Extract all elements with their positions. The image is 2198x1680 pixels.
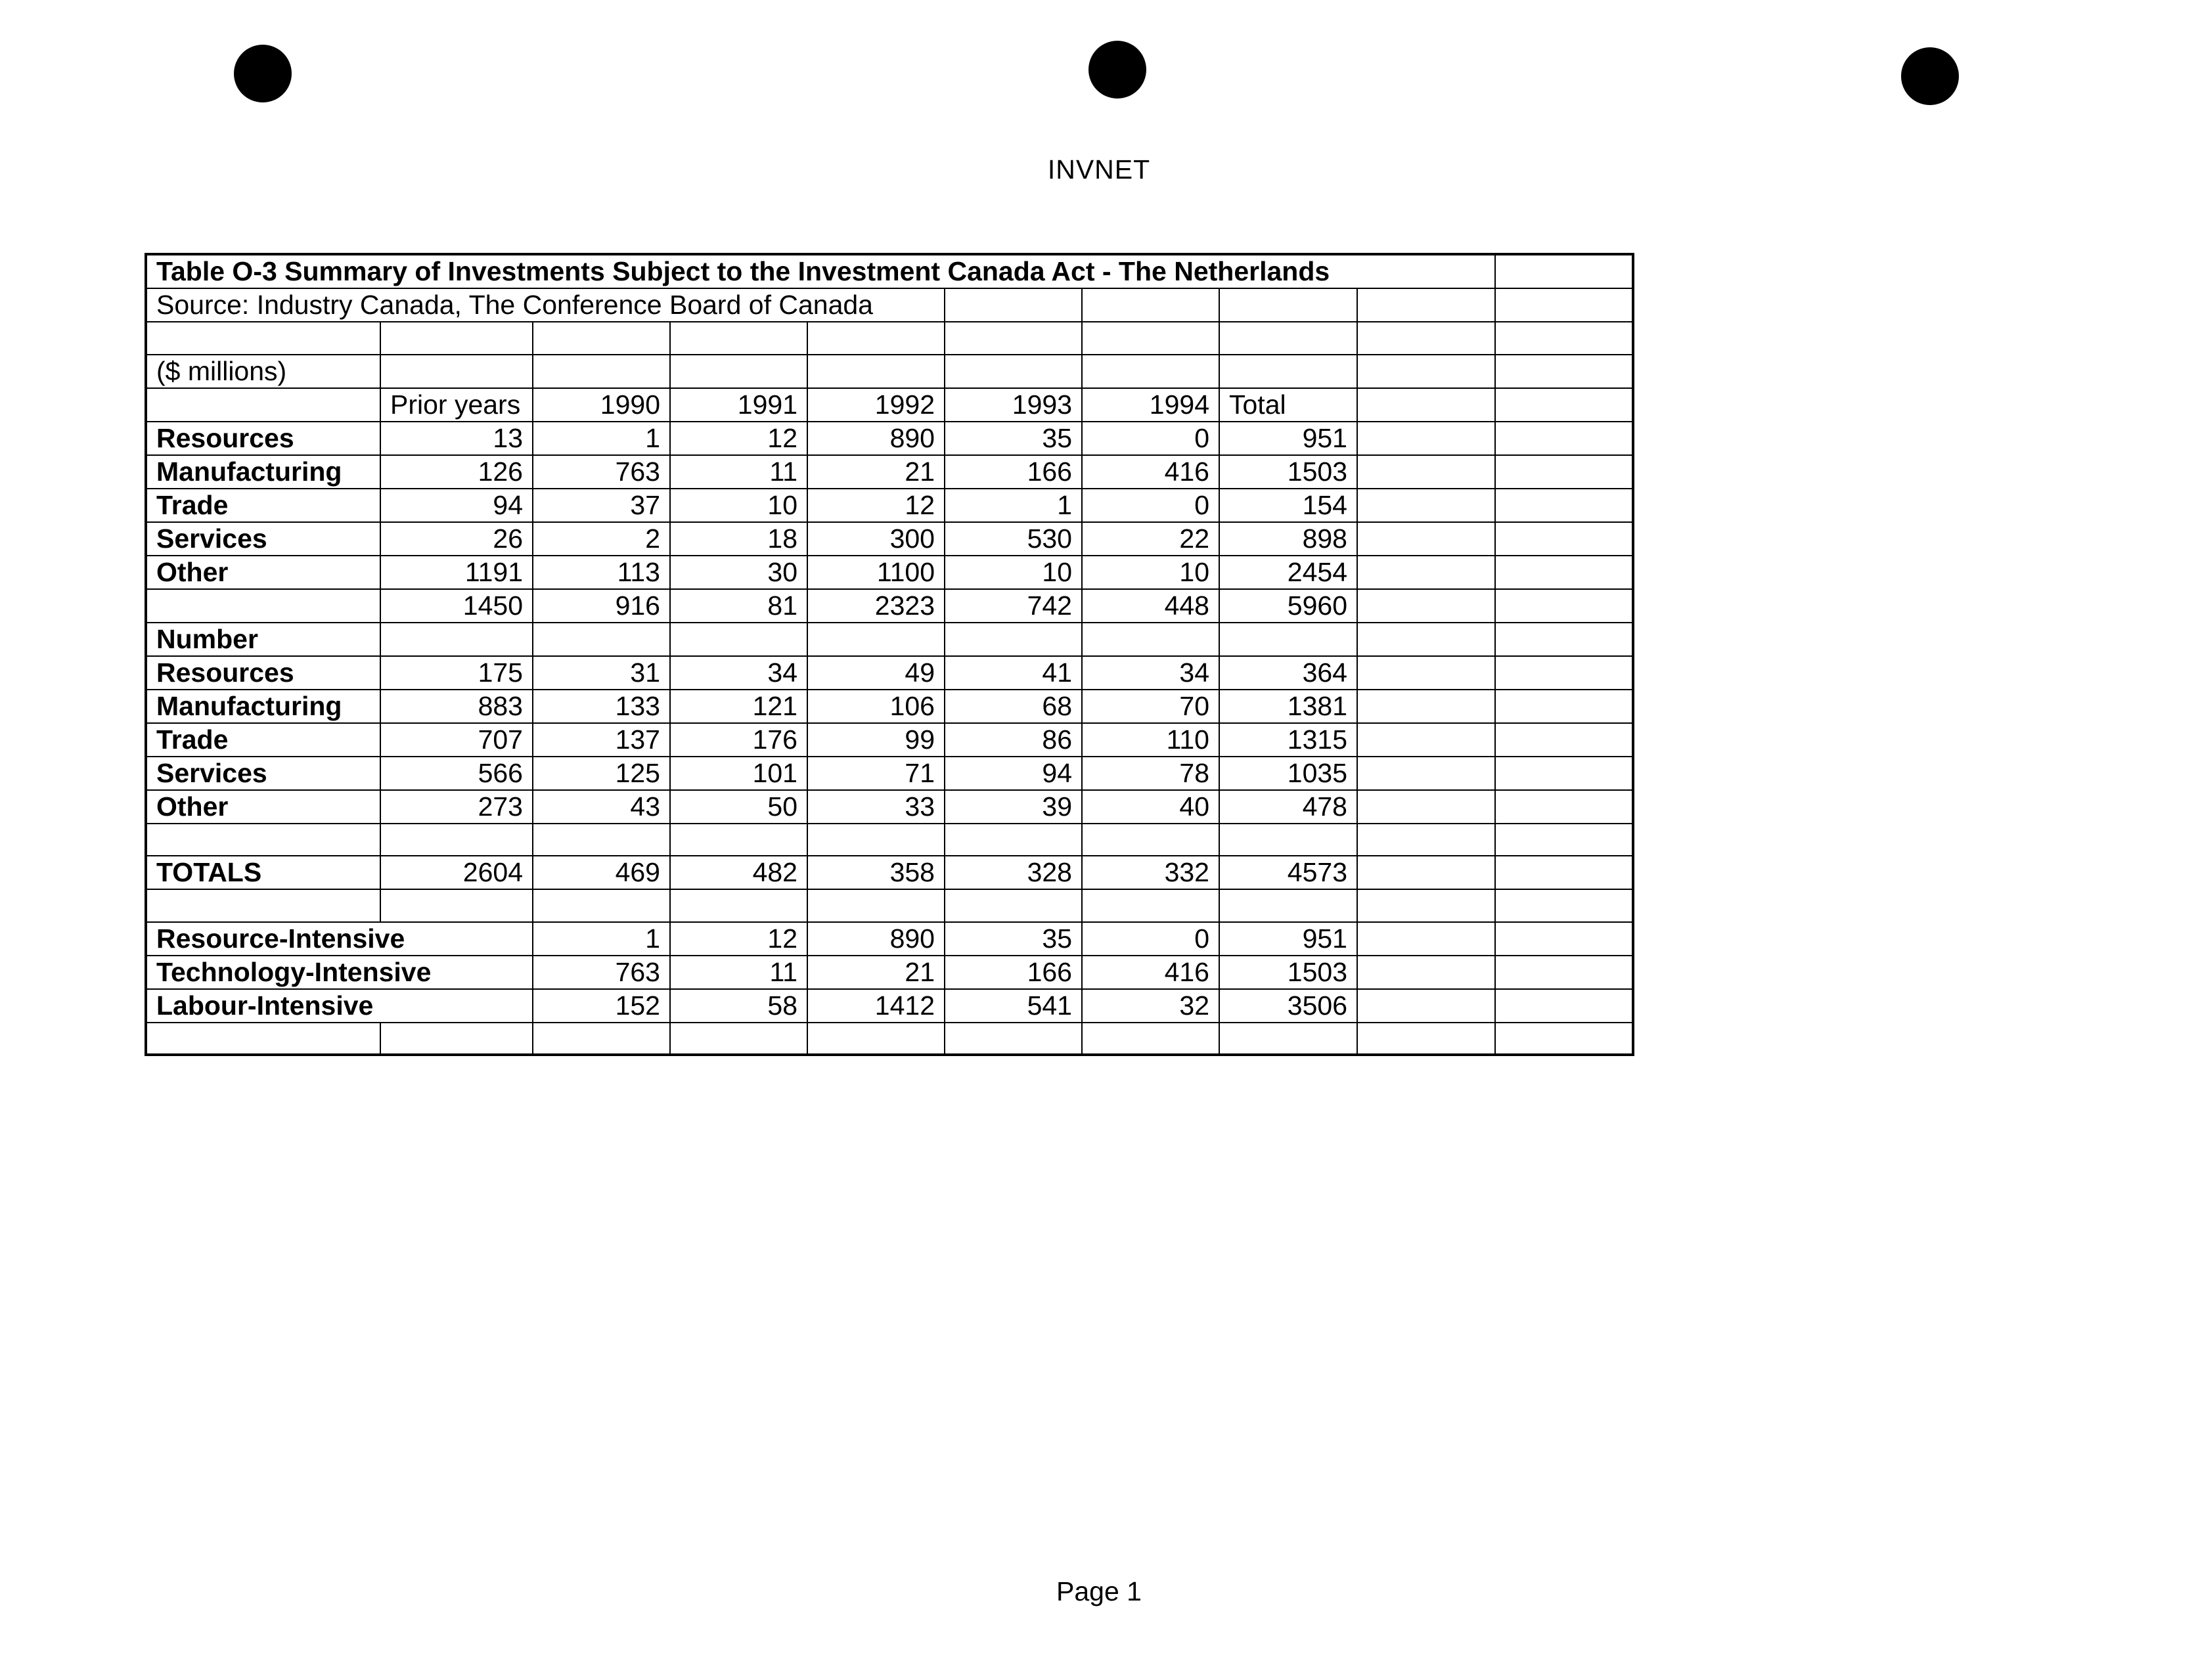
empty-cell [670, 824, 807, 856]
empty-cell [1495, 723, 1633, 757]
value-row [146, 522, 1633, 556]
value-row [146, 556, 1633, 589]
totals-cell: 328 [945, 856, 1082, 889]
number-cell: 133 [533, 690, 670, 723]
empty-cell [1495, 254, 1633, 288]
empty-cell [945, 824, 1082, 856]
row-label: Trade [146, 489, 380, 522]
column-header-row [146, 388, 1633, 422]
empty-cell [807, 623, 945, 656]
intensity-cell: 1412 [807, 989, 945, 1023]
number-row [146, 757, 1633, 790]
number-cell: 99 [807, 723, 945, 757]
value-cell: 898 [1219, 522, 1357, 556]
intensity-row [146, 989, 1633, 1023]
value-cell: 35 [945, 422, 1082, 455]
empty-cell [533, 889, 670, 922]
empty-cell [1357, 989, 1495, 1023]
empty-cell [380, 1023, 533, 1055]
value-total-cell: 448 [1082, 589, 1219, 623]
empty-cell [1495, 623, 1633, 656]
row-label: Services [146, 757, 380, 790]
empty-cell [670, 322, 807, 355]
empty-cell [380, 623, 533, 656]
totals-row [146, 856, 1633, 889]
empty-cell [1357, 623, 1495, 656]
punch-hole [234, 45, 292, 102]
value-cell: 10 [670, 489, 807, 522]
empty-cell [945, 623, 1082, 656]
number-row [146, 723, 1633, 757]
value-total-cell: 1450 [380, 589, 533, 623]
empty-cell [1357, 889, 1495, 922]
empty-cell [1357, 489, 1495, 522]
value-cell: 10 [1082, 556, 1219, 589]
empty-cell [1495, 922, 1633, 956]
intensity-cell: 11 [670, 956, 807, 989]
number-cell: 137 [533, 723, 670, 757]
intensity-cell: 21 [807, 956, 945, 989]
value-total-cell: 916 [533, 589, 670, 623]
units-label: ($ millions) [146, 355, 380, 388]
intensity-cell: 35 [945, 922, 1082, 956]
totals-label: TOTALS [146, 856, 380, 889]
value-cell: 951 [1219, 422, 1357, 455]
empty-cell [1357, 856, 1495, 889]
empty-cell [1495, 889, 1633, 922]
number-cell: 70 [1082, 690, 1219, 723]
number-cell: 110 [1082, 723, 1219, 757]
empty-cell [1082, 355, 1219, 388]
value-cell: 1 [945, 489, 1082, 522]
empty-cell [380, 889, 533, 922]
empty-cell [1219, 288, 1357, 322]
empty-cell [670, 623, 807, 656]
number-cell: 94 [945, 757, 1082, 790]
empty-cell [1495, 288, 1633, 322]
value-cell: 2454 [1219, 556, 1357, 589]
empty-cell [533, 623, 670, 656]
value-cell: 1 [533, 422, 670, 455]
empty-cell [1219, 623, 1357, 656]
number-cell: 175 [380, 656, 533, 690]
intensity-row [146, 922, 1633, 956]
empty-cell [1357, 522, 1495, 556]
value-cell: 530 [945, 522, 1082, 556]
empty-cell [1495, 757, 1633, 790]
value-cell: 10 [945, 556, 1082, 589]
page-number: Page 1 [1056, 1576, 1142, 1606]
empty-cell [945, 288, 1082, 322]
value-cell: 18 [670, 522, 807, 556]
investment-table [145, 253, 1634, 1056]
empty-cell [1357, 589, 1495, 623]
value-cell: 11 [670, 455, 807, 489]
empty-cell [1495, 790, 1633, 824]
empty-cell [1495, 989, 1633, 1023]
empty-cell [1495, 322, 1633, 355]
value-cell: 154 [1219, 489, 1357, 522]
number-row [146, 656, 1633, 690]
empty-cell [533, 824, 670, 856]
row-label: Resources [146, 656, 380, 690]
empty-cell [1357, 288, 1495, 322]
number-section-row [146, 623, 1633, 656]
punch-hole [1088, 41, 1146, 99]
intensity-cell: 1503 [1219, 956, 1357, 989]
column-header: Total [1219, 388, 1357, 422]
empty-cell [1495, 455, 1633, 489]
empty-cell [1495, 1023, 1633, 1055]
empty-cell [807, 1023, 945, 1055]
empty-cell [380, 824, 533, 856]
empty-cell [1357, 1023, 1495, 1055]
number-cell: 39 [945, 790, 1082, 824]
number-cell: 68 [945, 690, 1082, 723]
empty-cell [1357, 790, 1495, 824]
empty-cell [1495, 422, 1633, 455]
section-label: Number [146, 623, 380, 656]
blank-row [146, 1023, 1633, 1055]
empty-cell [670, 1023, 807, 1055]
empty-cell [1495, 956, 1633, 989]
empty-cell [1219, 355, 1357, 388]
number-cell: 106 [807, 690, 945, 723]
number-cell: 176 [670, 723, 807, 757]
value-total-cell: 742 [945, 589, 1082, 623]
empty-cell [1357, 824, 1495, 856]
table-source: Source: Industry Canada, The Conference Board of Canada [146, 288, 945, 322]
value-total-cell: 2323 [807, 589, 945, 623]
number-cell: 33 [807, 790, 945, 824]
empty-cell [945, 1023, 1082, 1055]
number-cell: 101 [670, 757, 807, 790]
row-label: Resource-Intensive [146, 922, 533, 956]
empty-cell [1219, 824, 1357, 856]
value-total-cell: 81 [670, 589, 807, 623]
number-cell: 40 [1082, 790, 1219, 824]
number-cell: 121 [670, 690, 807, 723]
column-header: 1993 [945, 388, 1082, 422]
empty-cell [670, 355, 807, 388]
value-total-row [146, 589, 1633, 623]
number-cell: 50 [670, 790, 807, 824]
empty-cell [146, 1023, 380, 1055]
value-cell: 113 [533, 556, 670, 589]
empty-cell [1357, 388, 1495, 422]
intensity-cell: 32 [1082, 989, 1219, 1023]
empty-cell [945, 355, 1082, 388]
row-label: Manufacturing [146, 455, 380, 489]
table-title-row [146, 254, 1633, 288]
empty-cell [1357, 355, 1495, 388]
value-row [146, 422, 1633, 455]
intensity-cell: 166 [945, 956, 1082, 989]
value-cell: 0 [1082, 422, 1219, 455]
table-source-row [146, 288, 1633, 322]
intensity-row [146, 956, 1633, 989]
empty-cell [533, 1023, 670, 1055]
empty-cell [945, 889, 1082, 922]
value-cell: 1100 [807, 556, 945, 589]
empty-cell [1082, 322, 1219, 355]
blank-row [146, 322, 1633, 355]
empty-cell [1357, 322, 1495, 355]
number-cell: 31 [533, 656, 670, 690]
value-cell: 416 [1082, 455, 1219, 489]
number-cell: 1035 [1219, 757, 1357, 790]
empty-cell [1495, 355, 1633, 388]
value-row [146, 455, 1633, 489]
empty-cell [807, 889, 945, 922]
intensity-cell: 3506 [1219, 989, 1357, 1023]
empty-cell [945, 322, 1082, 355]
empty-cell [1495, 556, 1633, 589]
value-cell: 13 [380, 422, 533, 455]
column-header: Prior years [380, 388, 533, 422]
empty-cell [1219, 1023, 1357, 1055]
empty-cell [807, 355, 945, 388]
intensity-cell: 416 [1082, 956, 1219, 989]
number-cell: 86 [945, 723, 1082, 757]
empty-cell [1495, 690, 1633, 723]
totals-cell: 358 [807, 856, 945, 889]
empty-cell [146, 589, 380, 623]
empty-cell [1082, 824, 1219, 856]
value-cell: 37 [533, 489, 670, 522]
number-cell: 478 [1219, 790, 1357, 824]
value-cell: 2 [533, 522, 670, 556]
value-cell: 300 [807, 522, 945, 556]
value-cell: 12 [807, 489, 945, 522]
number-cell: 883 [380, 690, 533, 723]
number-cell: 41 [945, 656, 1082, 690]
number-cell: 34 [670, 656, 807, 690]
row-label: Labour-Intensive [146, 989, 533, 1023]
value-row [146, 489, 1633, 522]
totals-cell: 469 [533, 856, 670, 889]
row-label: Services [146, 522, 380, 556]
empty-cell [807, 824, 945, 856]
totals-cell: 2604 [380, 856, 533, 889]
number-row [146, 790, 1633, 824]
intensity-cell: 1 [533, 922, 670, 956]
intensity-cell: 763 [533, 956, 670, 989]
empty-cell [1219, 889, 1357, 922]
number-cell: 43 [533, 790, 670, 824]
intensity-cell: 951 [1219, 922, 1357, 956]
intensity-cell: 12 [670, 922, 807, 956]
blank-row [146, 889, 1633, 922]
value-total-cell: 5960 [1219, 589, 1357, 623]
intensity-cell: 58 [670, 989, 807, 1023]
number-row [146, 690, 1633, 723]
punch-hole [1901, 47, 1959, 105]
empty-cell [1357, 656, 1495, 690]
row-label: Trade [146, 723, 380, 757]
totals-cell: 4573 [1219, 856, 1357, 889]
number-cell: 71 [807, 757, 945, 790]
empty-cell [146, 388, 380, 422]
row-label: Manufacturing [146, 690, 380, 723]
empty-cell [1357, 422, 1495, 455]
number-cell: 78 [1082, 757, 1219, 790]
value-cell: 12 [670, 422, 807, 455]
table-title: Table O-3 Summary of Investments Subject to the Investment Canada Act - The Netherlands [146, 254, 1495, 288]
value-cell: 126 [380, 455, 533, 489]
empty-cell [1357, 723, 1495, 757]
empty-cell [1357, 956, 1495, 989]
intensity-cell: 541 [945, 989, 1082, 1023]
intensity-cell: 0 [1082, 922, 1219, 956]
units-row [146, 355, 1633, 388]
intensity-cell: 152 [533, 989, 670, 1023]
number-cell: 566 [380, 757, 533, 790]
value-cell: 30 [670, 556, 807, 589]
empty-cell [380, 322, 533, 355]
empty-cell [533, 322, 670, 355]
empty-cell [1357, 757, 1495, 790]
value-cell: 166 [945, 455, 1082, 489]
empty-cell [1495, 388, 1633, 422]
value-cell: 26 [380, 522, 533, 556]
empty-cell [670, 889, 807, 922]
column-header: 1992 [807, 388, 945, 422]
empty-cell [807, 322, 945, 355]
empty-cell [380, 355, 533, 388]
column-header: 1991 [670, 388, 807, 422]
row-label: Other [146, 790, 380, 824]
empty-cell [1082, 889, 1219, 922]
empty-cell [1357, 556, 1495, 589]
row-label: Resources [146, 422, 380, 455]
number-cell: 1315 [1219, 723, 1357, 757]
empty-cell [1082, 623, 1219, 656]
empty-cell [1495, 522, 1633, 556]
value-cell: 1191 [380, 556, 533, 589]
empty-cell [1495, 589, 1633, 623]
totals-cell: 332 [1082, 856, 1219, 889]
column-header: 1994 [1082, 388, 1219, 422]
empty-cell [1495, 656, 1633, 690]
value-cell: 22 [1082, 522, 1219, 556]
number-cell: 707 [380, 723, 533, 757]
intensity-cell: 890 [807, 922, 945, 956]
value-cell: 1503 [1219, 455, 1357, 489]
empty-cell [1082, 288, 1219, 322]
empty-cell [1495, 856, 1633, 889]
page-header: INVNET [1047, 154, 1151, 185]
blank-row [146, 824, 1633, 856]
value-cell: 890 [807, 422, 945, 455]
empty-cell [1495, 489, 1633, 522]
value-cell: 0 [1082, 489, 1219, 522]
number-cell: 49 [807, 656, 945, 690]
empty-cell [1357, 455, 1495, 489]
number-cell: 1381 [1219, 690, 1357, 723]
number-cell: 273 [380, 790, 533, 824]
empty-cell [146, 824, 380, 856]
empty-cell [146, 322, 380, 355]
empty-cell [1357, 922, 1495, 956]
column-header: 1990 [533, 388, 670, 422]
row-label: Technology-Intensive [146, 956, 533, 989]
empty-cell [1357, 690, 1495, 723]
empty-cell [1495, 824, 1633, 856]
row-label: Other [146, 556, 380, 589]
empty-cell [1219, 322, 1357, 355]
empty-cell [533, 355, 670, 388]
value-cell: 763 [533, 455, 670, 489]
number-cell: 34 [1082, 656, 1219, 690]
totals-cell: 482 [670, 856, 807, 889]
number-cell: 364 [1219, 656, 1357, 690]
value-cell: 94 [380, 489, 533, 522]
value-cell: 21 [807, 455, 945, 489]
number-cell: 125 [533, 757, 670, 790]
empty-cell [146, 889, 380, 922]
empty-cell [1082, 1023, 1219, 1055]
